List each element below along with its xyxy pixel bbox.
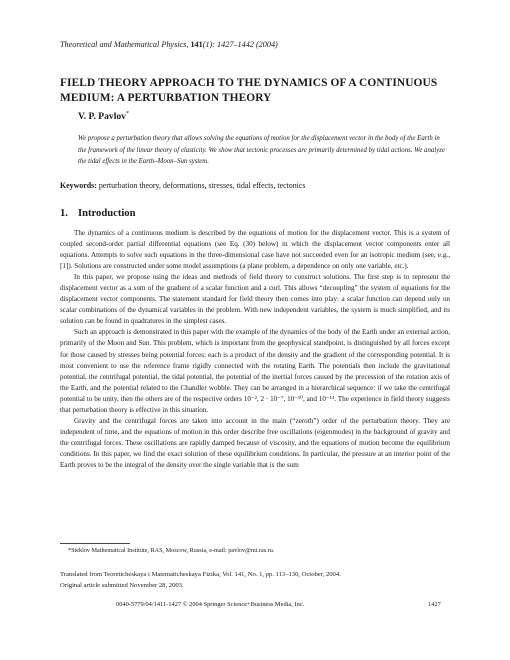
journal-volume: 141 bbox=[190, 40, 203, 49]
journal-citation bbox=[60, 40, 278, 49]
author-line bbox=[78, 111, 129, 122]
submission-date: Original article submitted November 28, 2003. bbox=[60, 582, 184, 589]
translation-source: Translated from Teoreticheskaya i Matematicheskaya Fizika, Vol. 141, No. 1, pp. 113–130, October, 2004. bbox=[60, 571, 341, 578]
paragraph: Such an approach is demonstrated in this paper with the example of the dynamics of the body of the Earth under an external action, primarily of the Moon and Sun. This problem, which is important from the geophysical standpoint, is distinguished by all forces except for those caused by stresses being potential forces: each is a product of the density and the gradient of the corresponding potential. It is most convenient to use the reference frame rigidly connected with the rotating Earth. The potentials then include the gravitational potential, the centrifugal potential, the tidal potential, the potential of the inertial forces caused by the precession of the rotation axis of the Earth, and the potential related to the Chandler wobble. They can be arranged in a hierarchical sequence: if we take the centrifugal potential to be unity, then the others are of the respective orders 10⁻², 2 · 10⁻⁷, 10⁻¹⁰, and 10⁻¹⁴. The experience in field theory suggests that perturbation theory is effective in this situation. bbox=[60, 328, 450, 414]
journal-name: Theoretical and Mathematical Physics, bbox=[60, 40, 189, 49]
paragraph: In this paper, we propose using the ideas and methods of field theory to construct solutions. The first step is to represent the displacement vector as a sum of the gradient of a scalar function and a curl. This allows “decoupling” the system of equations for the displacement vector components. The statement standard for field theory then comes into play: a scalar function can depend only on scalar combinations of the dynamical variables in the problem. With new independent variables, the system is much simplified, and its solution can be found in quadratures in the simplest cases. bbox=[60, 273, 450, 326]
author-name: V. P. Pavlov bbox=[78, 111, 126, 123]
keywords-text: perturbation theory, deformations, stresses, tidal effects, tectonics bbox=[98, 181, 306, 190]
affiliation-footnote: *Steklov Mathematical Institute, RAS, Moscow, Russia, e-mail: pavlov@mi.ras.ru. bbox=[68, 547, 275, 554]
body-text bbox=[60, 228, 450, 471]
abstract: We propose a perturbation theory that allows solving the equations of motion for the displacement vector in the body of the Earth in the framework of the linear theory of elasticity. We show that tectonic processes are primarily determined by tidal actions. We analyze the tidal effects in the Earth–Moon–Sun system. bbox=[78, 135, 445, 165]
footnote-rule bbox=[60, 543, 130, 544]
section-number: 1. bbox=[60, 208, 68, 219]
paragraph: The dynamics of a continuous medium is described by the equations of motion for the displacement vector. This is a system of coupled second-order partial differential equations (see Eq. (30) below) in which the displacement vector components enter all equations. Attempts to solve such equations in the three-dimensional case have not succeeded even for an isotropic medium (see, e.g., [1]). Solutions are constructed under some model assumptions (a plane problem, a dependence on only one variable, etc.). bbox=[60, 229, 450, 271]
translation-note bbox=[60, 569, 450, 591]
copyright-footer: 0040-5779/04/1411-1427 © 2004 Springer Science+Business Media, Inc. bbox=[116, 601, 305, 608]
author-footnote-mark: * bbox=[125, 111, 129, 117]
section-heading bbox=[60, 208, 136, 219]
keywords bbox=[60, 181, 305, 190]
paper-title: FIELD THEORY APPROACH TO THE DYNAMICS OF A CONTINUOUS MEDIUM: A PERTURBATION THEORY bbox=[60, 77, 438, 104]
journal-pages: (1): 1427–1442 (2004) bbox=[202, 40, 278, 49]
section-title: Introduction bbox=[78, 208, 136, 219]
page-number: 1427 bbox=[428, 601, 441, 608]
paragraph: Gravity and the centrifugal forces are taken into account in the main (“zeroth”) order of the perturbation theory. They are independent of time, and the equations of motion in this order describe free oscillations (eigenmodes) in the background of gravity and the centrifugal forces. These oscillations are rapidly damped because of viscosity, and the equations of motion become the equilibrium conditions. In this paper, we find the exact solution of these equilibrium conditions. In particular, the pressure at an interior point of the Earth proves to be the integral of the density over the single variable that is the sum bbox=[60, 416, 450, 469]
keywords-label: Keywords: bbox=[60, 181, 97, 190]
